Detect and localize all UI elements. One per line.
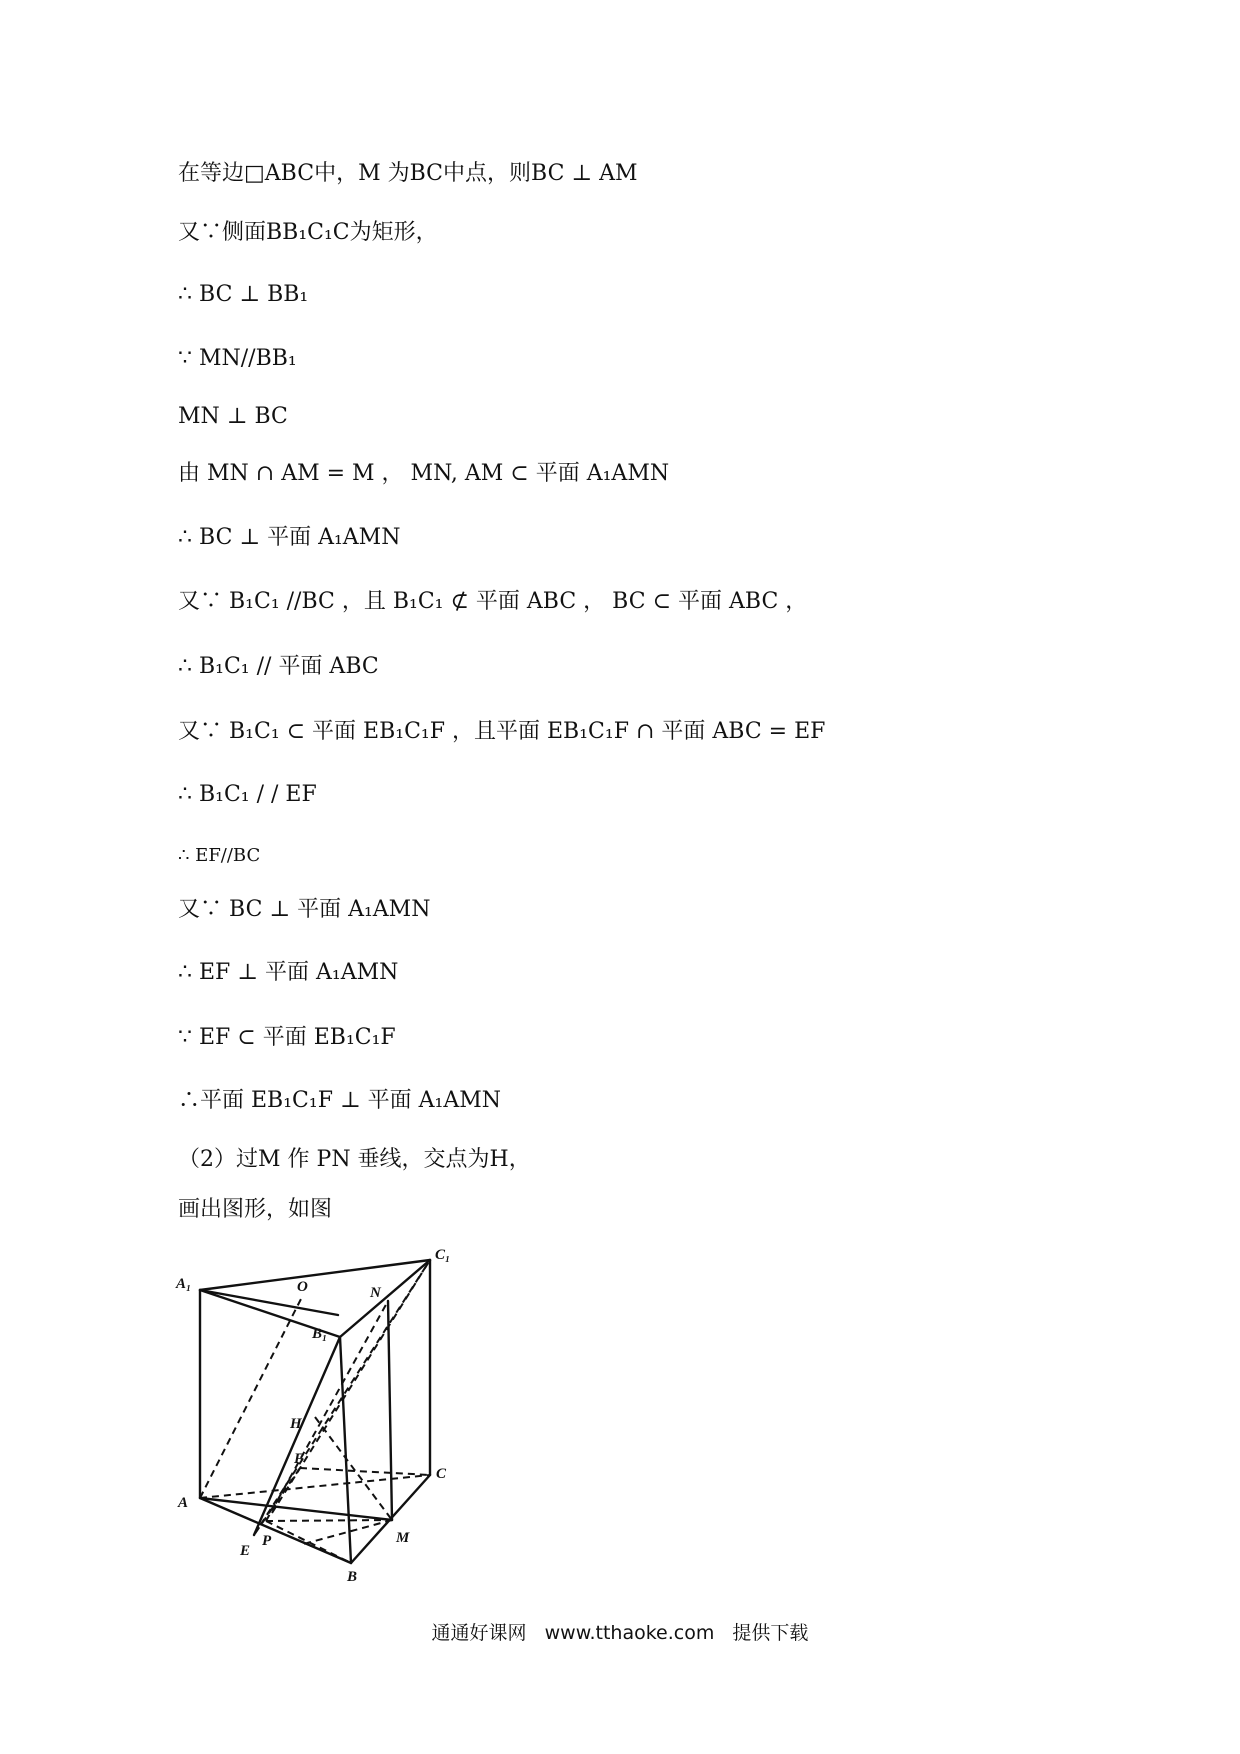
label-c1: C₁: [435, 1247, 451, 1263]
label-c: C: [436, 1466, 447, 1482]
dashed-edges: [200, 1260, 430, 1563]
proof-line-3: ∴ BC ⊥ BB₁: [178, 282, 309, 307]
prism-figure: [176, 1245, 480, 1585]
proof-line-10: 又∵ B₁C₁ ⊂ 平面 EB₁C₁F ，且平面 EB₁C₁F ∩ 平面 ABC = EF: [178, 719, 826, 744]
label-f: F: [294, 1451, 305, 1467]
proof-line-2: 又∵侧面BB₁C₁C为矩形，: [178, 220, 438, 245]
footer-site-name: 通通好课网: [431, 1622, 527, 1644]
page-footer: [0, 1618, 1240, 1645]
proof-line-12: ∴ EF//BC: [178, 845, 261, 866]
proof-line-1: 在等边□ABC中，M 为BC中点，则BC ⊥ AM: [178, 161, 638, 186]
proof-line-8: 又∵ B₁C₁ //BC ，且 B₁C₁ ⊄ 平面 ABC ， BC ⊂ 平面 ABC ，: [178, 589, 808, 614]
label-a: A: [178, 1495, 189, 1511]
footer-url[interactable]: www.tthaoke.com: [544, 1622, 715, 1644]
label-h: H: [290, 1416, 302, 1432]
label-b: B: [347, 1569, 358, 1585]
label-a1: A₁: [176, 1276, 192, 1292]
proof-line-11: ∴ B₁C₁ / / EF: [178, 782, 317, 807]
proof-line-14: ∴ EF ⊥ 平面 A₁AMN: [178, 960, 399, 985]
footer-note: 提供下载: [732, 1622, 809, 1644]
proof-line-6: 由 MN ∩ AM = M ， MN, AM ⊂ 平面 A₁AMN: [178, 461, 670, 486]
proof-line-13: 又∵ BC ⊥ 平面 A₁AMN: [178, 897, 431, 922]
proof-line-5: MN ⊥ BC: [178, 404, 288, 429]
proof-line-15: ∵ EF ⊂ 平面 EB₁C₁F: [178, 1025, 396, 1050]
label-n: N: [370, 1285, 381, 1301]
proof-line-17: （2）过M 作 PN 垂线，交点为H，: [178, 1147, 531, 1172]
solid-edges: [200, 1260, 430, 1563]
label-e: E: [240, 1543, 251, 1559]
proof-line-4: ∵ MN//BB₁: [178, 346, 297, 371]
proof-line-16: ∴平面 EB₁C₁F ⊥ 平面 A₁AMN: [178, 1088, 501, 1113]
proof-line-9: ∴ B₁C₁ // 平面 ABC: [178, 654, 379, 679]
label-m: M: [396, 1530, 410, 1546]
proof-line-18: 画出图形，如图: [178, 1197, 333, 1222]
label-b1: B₁: [312, 1326, 328, 1342]
label-o: O: [297, 1279, 308, 1295]
label-p: P: [262, 1533, 272, 1549]
proof-line-7: ∴ BC ⊥ 平面 A₁AMN: [178, 525, 401, 550]
figure-labels: [175, 1247, 450, 1585]
